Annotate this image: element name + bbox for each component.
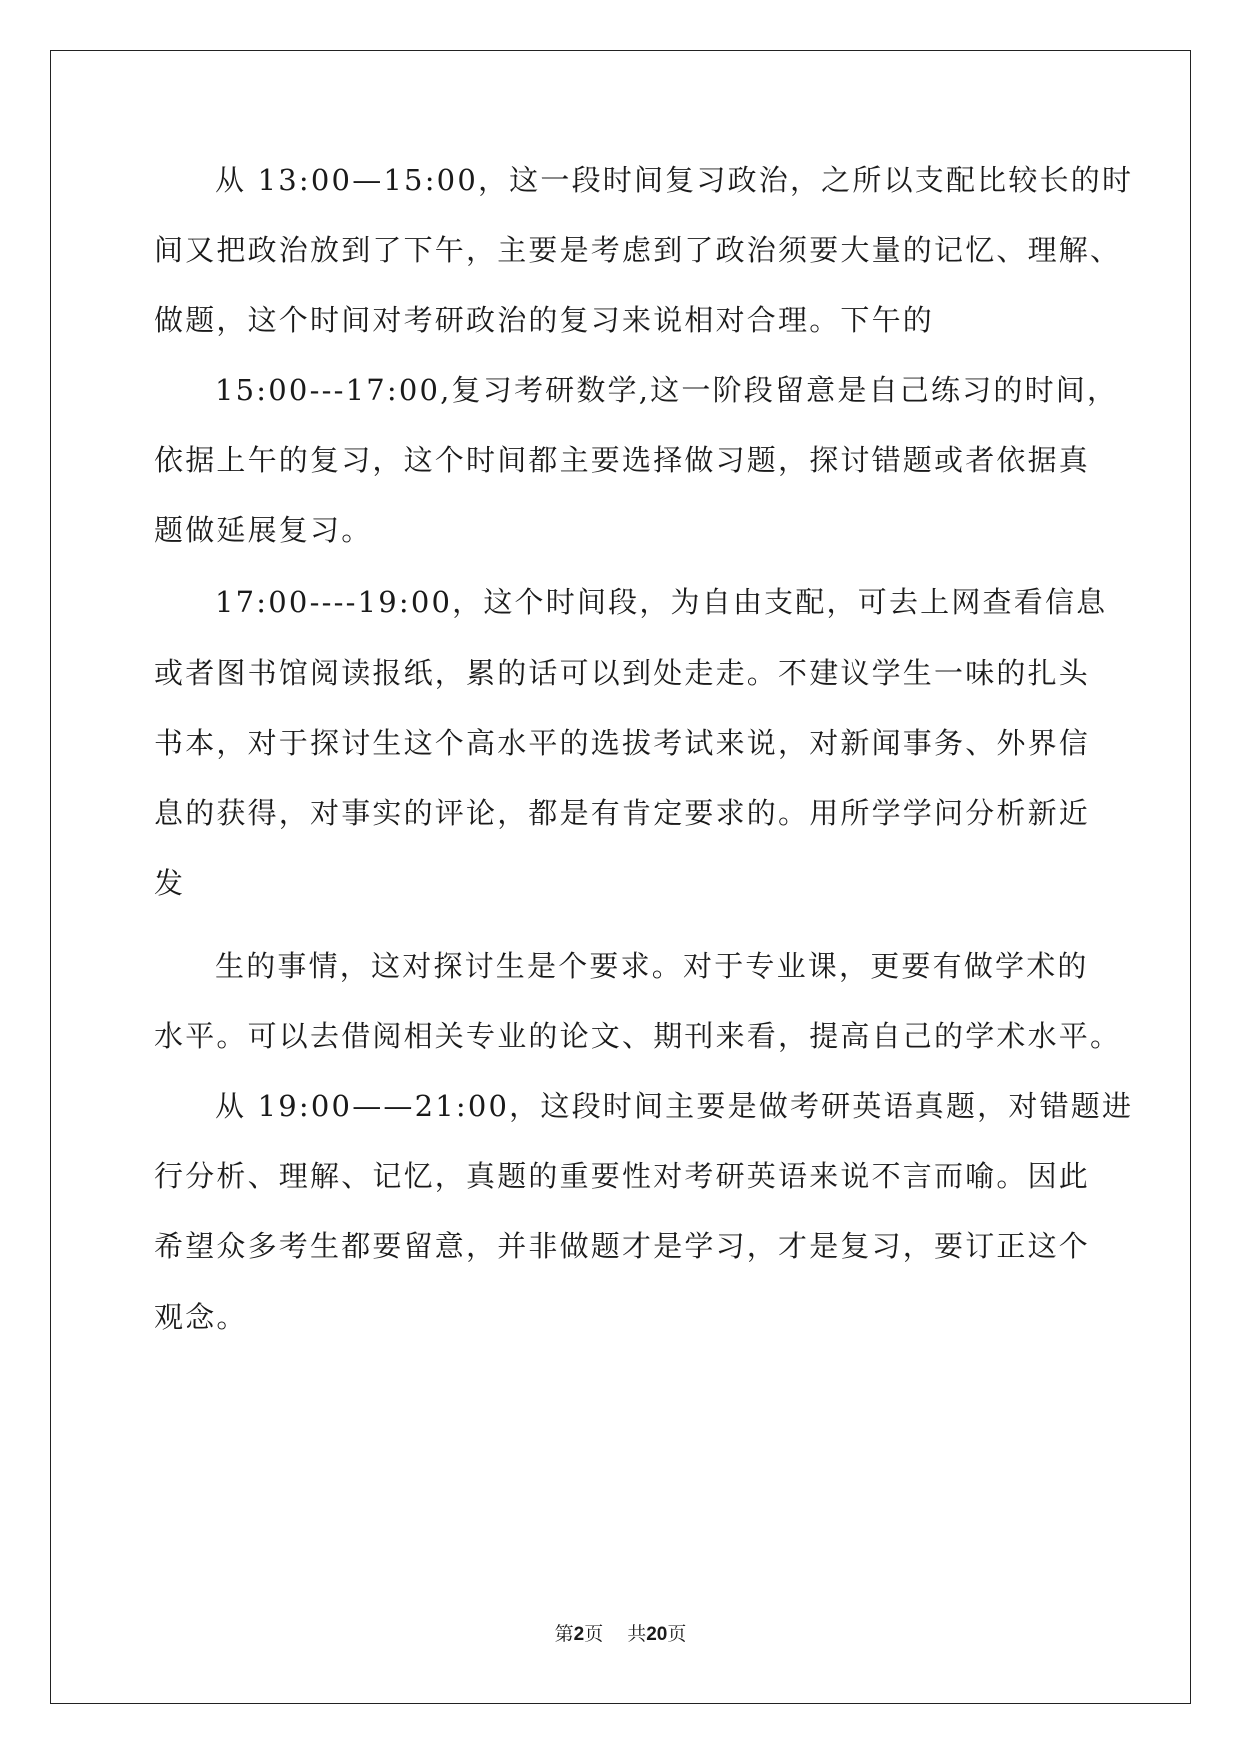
page-border: [50, 50, 1191, 1704]
text-line: 从 13:00—15:00，这一段时间复习政治，之所以支配比较长的时: [215, 163, 1134, 197]
text-line: 生的事情，这对探讨生是个要求。对于专业课，更要有做学术的: [215, 949, 1089, 983]
text-line: 间又把政治放到了下午，主要是考虑到了政治须要大量的记忆、理解、: [154, 233, 1122, 267]
text-line: 依据上午的复习，这个时间都主要选择做习题，探讨错题或者依据真: [154, 443, 1091, 477]
footer-total-pages: 20: [646, 1624, 668, 1645]
footer-page-prefix: 第: [554, 1623, 574, 1645]
text-line: 做题，这个时间对考研政治的复习来说相对合理。下午的: [154, 303, 935, 337]
text-line: 题做延展复习。: [154, 513, 373, 547]
footer-total-suffix: 页: [667, 1623, 687, 1645]
page-footer: [0, 1622, 1241, 1647]
text-line: 水平。可以去借阅相关专业的论文、期刊来看，提高自己的学术水平。: [154, 1019, 1122, 1053]
text-line: 书本，对于探讨生这个高水平的选拔考试来说，对新闻事务、外界信: [154, 726, 1091, 760]
text-line: 15:00---17:00,复习考研数学,这一阶段留意是自己练习的时间，: [215, 373, 1119, 407]
text-line: 发: [154, 866, 186, 900]
text-line: 息的获得，对事实的评论，都是有肯定要求的。用所学学问分析新近: [154, 796, 1091, 830]
text-line: 希望众多考生都要留意，并非做题才是学习，才是复习，要订正这个: [154, 1229, 1091, 1263]
text-line: 从 19:00——21:00，这段时间主要是做考研英语真题，对错题进: [215, 1089, 1134, 1123]
text-line: 观念。: [154, 1300, 248, 1334]
footer-page-suffix: 页: [584, 1623, 604, 1645]
text-line: 17:00----19:00，这个时间段，为自由支配，可去上网查看信息: [215, 585, 1108, 619]
footer-total-prefix: 共: [627, 1623, 647, 1645]
text-line: 行分析、理解、记忆，真题的重要性对考研英语来说不言而喻。因此: [154, 1159, 1091, 1193]
footer-page-number: 2: [573, 1624, 585, 1645]
text-line: 或者图书馆阅读报纸，累的话可以到处走走。不建议学生一味的扎头: [154, 656, 1091, 690]
